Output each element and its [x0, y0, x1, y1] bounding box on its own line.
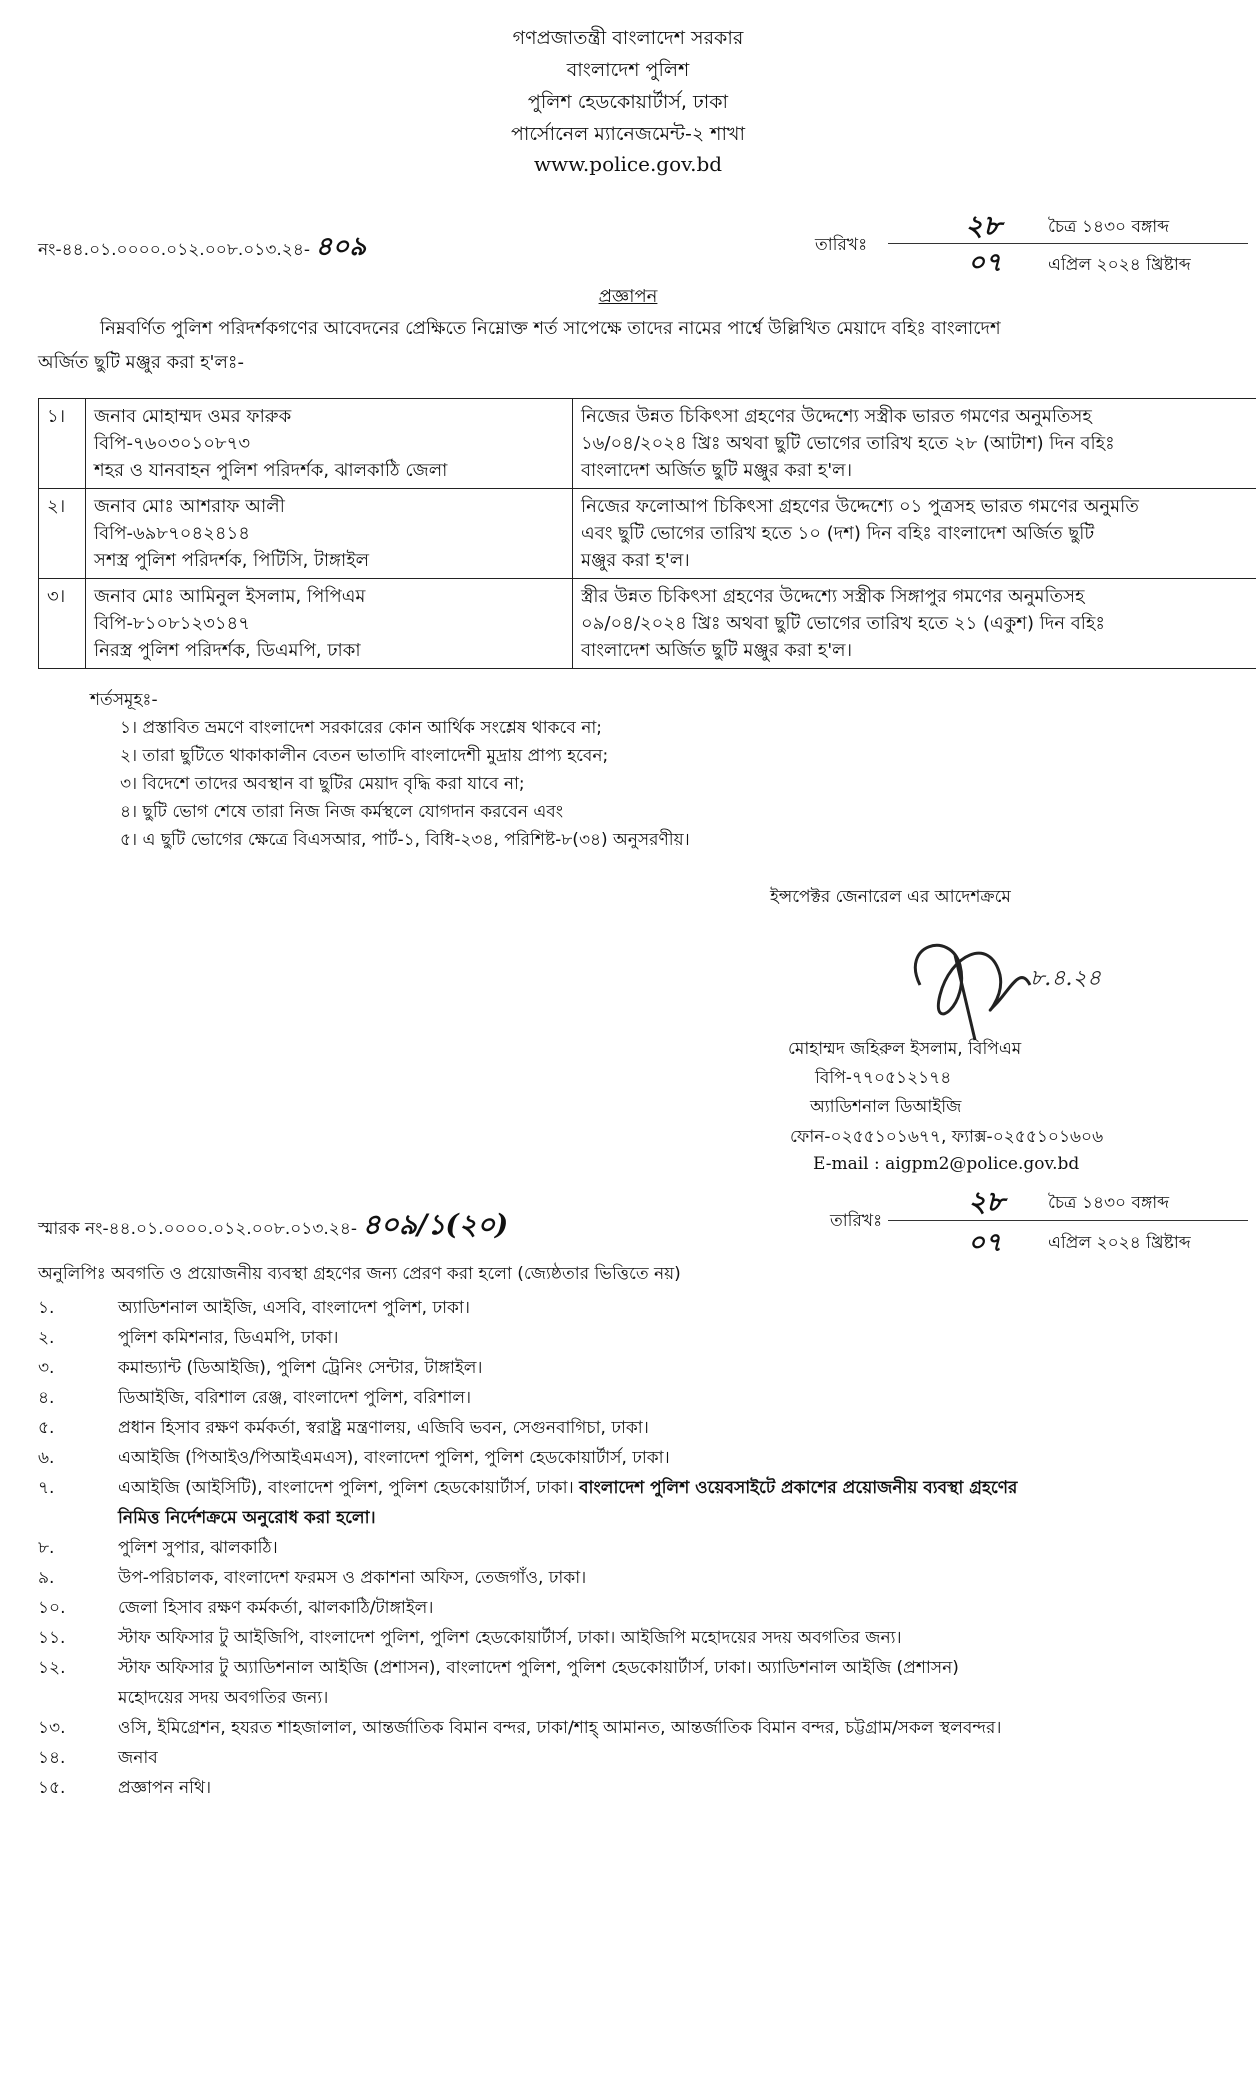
officer-name: জনাব মোঃ আমিনুল ইসলাম, পিপিএম	[94, 586, 366, 607]
memo-number-handwritten: ৪০৯	[315, 232, 367, 262]
officer-cell	[86, 579, 573, 669]
officer-cell	[86, 489, 573, 579]
memo-number-prefix: নং-৪৪.০১.০০০০.০১২.০০৮.০১৩.২৪-	[38, 240, 311, 260]
date-label: তারিখঃ	[815, 235, 868, 255]
item-text: জেলা হিসাব রক্ষণ কর্মকর্তা, ঝালকাঠি/টাঙ্গাইল।	[118, 1598, 434, 1618]
signer-contact: ফোন-০২৫৫১০১৬৭৭, ফ্যাক্স-০২৫৫১০১৬০৬	[790, 1127, 1104, 1147]
item-text: জনাব	[118, 1748, 158, 1768]
officer-post: নিরস্ত্র পুলিশ পরিদর্শক, ডিএমপি, ঢাকা	[94, 640, 361, 661]
table-row	[39, 399, 1256, 489]
officer-bp: বিপি-৮১০৮১২৩১৪৭	[94, 613, 250, 634]
detail-line: এবং ছুটি ভোগের তারিখ হতে ১০ (দশ) দিন বহিঃ বাংলাদেশ অর্জিত ছুটি	[581, 523, 1095, 544]
item-number: ১৫.	[38, 1778, 66, 1798]
signer-designation: অ্যাডিশনাল ডিআইজি	[810, 1097, 962, 1117]
notification-title: প্রজ্ঞাপন	[598, 286, 658, 307]
officer-post: সশস্ত্র পুলিশ পরিদর্শক, পিটিসি, টাঙ্গাইল	[94, 550, 369, 571]
signer-name: মোহাম্মদ জহিরুল ইসলাম, বিপিএম	[788, 1039, 1022, 1059]
item-number: ৬.	[38, 1448, 55, 1468]
item-text: প্রজ্ঞাপন নথি।	[118, 1778, 212, 1798]
intro-line-1: নিম্নবর্ণিত পুলিশ পরিদর্শকগণের আবেদনের প্রেক্ষিতে নিম্নোক্ত শর্ত সাপেক্ষে তাদের নামের পার্শ্বে উল্লিখিত মেয়াদে বহিঃ বাংলাদেশ	[100, 318, 1001, 339]
govt-name: গণপ্রজাতন্ত্রী বাংলাদেশ সরকার	[512, 27, 744, 49]
memo2-number	[38, 1203, 508, 1250]
item-text-block	[118, 1653, 1248, 1713]
detail-line: ০৯/০৪/২০২৪ খ্রিঃ অথবা ছুটি ভোগের তারিখ হতে ২১ (একুশ) দিন বহিঃ	[581, 613, 1105, 634]
memo2-number-handwritten: ৪০৯/১(২০)	[362, 1208, 509, 1241]
table-row	[39, 579, 1256, 669]
item-number: ৪.	[38, 1388, 55, 1408]
date2-label: তারিখঃ	[830, 1211, 883, 1231]
item-number: ১.	[38, 1298, 55, 1318]
item-number: ১০.	[38, 1598, 66, 1618]
date2-bn-rest: চৈত্র ১৪৩০ বঙ্গাব্দ	[1048, 1193, 1170, 1213]
condition-item: ২। তারা ছুটিতে থাকাকালীন বেতন ভাতাদি বাংলাদেশী মুদ্রায় প্রাপ্য হবেন;	[120, 746, 609, 766]
item-text-continued: নিমিত্ত নির্দেশক্রমে অনুরোধ করা হলো।	[118, 1508, 376, 1528]
date2-en-rest: এপ্রিল ২০২৪ খ্রিষ্টাব্দ	[1048, 1233, 1191, 1253]
item-number: ৩.	[38, 1358, 55, 1378]
date-en-rest: এপ্রিল ২০২৪ খ্রিষ্টাব্দ	[1048, 255, 1191, 275]
officer-bp: বিপি-৬৯৮৭০৪২৪১৪	[94, 523, 250, 544]
detail-line: ১৬/০৪/২০২৪ খ্রিঃ অথবা ছুটি ভোগের তারিখ হতে ২৮ (আটাশ) দিন বহিঃ	[581, 433, 1115, 454]
list-item	[38, 1533, 1248, 1563]
list-item	[38, 1353, 1248, 1383]
list-item	[38, 1293, 1248, 1323]
date2-bn-day: ২৮	[968, 1185, 1005, 1218]
item-number: ৮.	[38, 1538, 55, 1558]
item-number: ১২.	[38, 1658, 66, 1678]
item-text: এআইজি (আইসিটি), বাংলাদেশ পুলিশ, পুলিশ হেডকোয়ার্টার্স, ঢাকা।	[118, 1478, 574, 1498]
list-item	[38, 1323, 1248, 1353]
conditions-heading: শর্তসমূহঃ-	[90, 690, 158, 710]
item-text-bold: বাংলাদেশ পুলিশ ওয়েবসাইটে প্রকাশের প্রয়োজনীয় ব্যবস্থা গ্রহণের	[579, 1478, 1018, 1498]
item-text: কমান্ড্যান্ট (ডিআইজি), পুলিশ ট্রেনিং সেন্টার, টাঙ্গাইল।	[118, 1358, 483, 1378]
list-item	[38, 1593, 1248, 1623]
date-en-day: ০৭	[968, 248, 1002, 278]
list-item	[38, 1443, 1248, 1473]
copy-heading-text: অনুলিপিঃ অবগতি ও প্রয়োজনীয় ব্যবস্থা গ্রহণের জন্য প্রেরণ করা হলো (জ্যেষ্ঠতার ভিত্তিতে নয়)	[38, 1264, 681, 1284]
item-text: অ্যাডিশনাল আইজি, এসবি, বাংলাদেশ পুলিশ, ঢাকা।	[118, 1298, 470, 1318]
detail-line: নিজের ফলোআপ চিকিৎসা গ্রহণের উদ্দেশ্যে ০১ পুত্রসহ ভারত গমণের অনুমতি	[581, 496, 1139, 517]
detail-line: বাংলাদেশ অর্জিত ছুটি মঞ্জুর করা হ'ল।	[581, 460, 853, 481]
list-item	[38, 1473, 1248, 1533]
copy-heading	[38, 1259, 1248, 1289]
leave-detail-cell	[573, 579, 1256, 669]
intro-line-2: অর্জিত ছুটি মঞ্জুর করা হ'লঃ-	[38, 352, 244, 373]
list-item	[38, 1773, 1248, 1803]
list-item	[38, 1743, 1248, 1773]
item-text: ওসি, ইমিগ্রেশন, হযরত শাহজালাল, আন্তর্জাতিক বিমান বন্দর, ঢাকা/শাহ্ আমানত, আন্তর্জাতিক বিমান বন্দর, চট্টগ্রাম/সকল স্থলবন্দর।	[118, 1718, 1002, 1738]
memo2-number-prefix: স্মারক নং-৪৪.০১.০০০০.০১২.০০৮.০১৩.২৪-	[38, 1219, 358, 1239]
leave-detail-cell	[573, 489, 1256, 579]
detail-line: মঞ্জুর করা হ'ল।	[581, 550, 690, 571]
row-number: ২।	[39, 489, 86, 579]
item-text: উপ-পরিচালক, বাংলাদেশ ফরমস ও প্রকাশনা অফিস, তেজগাঁও, ঢাকা।	[118, 1568, 587, 1588]
officer-bp: বিপি-৭৬০৩০১০৮৭৩	[94, 433, 251, 454]
item-text: পুলিশ সুপার, ঝালকাঠি।	[118, 1538, 278, 1558]
officer-cell	[86, 399, 573, 489]
list-item	[38, 1413, 1248, 1443]
item-number: ৯.	[38, 1568, 55, 1588]
list-item	[38, 1383, 1248, 1413]
item-text: স্টাফ অফিসার টু অ্যাডিশনাল আইজি (প্রশাসন), বাংলাদেশ পুলিশ, পুলিশ হেডকোয়ার্টার্স, ঢাকা। অ্যাডিশনাল আইজি (প্রশাসন)	[118, 1658, 959, 1678]
leave-table	[38, 398, 1256, 669]
item-number: ৫.	[38, 1418, 55, 1438]
office-name: পুলিশ হেডকোয়ার্টার্স, ঢাকা	[527, 91, 729, 113]
item-text-continued: মহোদয়ের সদয় অবগতির জন্য।	[118, 1688, 329, 1708]
condition-item: ৪। ছুটি ভোগ শেষে তারা নিজ নিজ কর্মস্থলে যোগদান করবেন এবং	[120, 802, 564, 822]
order-line: ইন্সপেক্টর জেনারেল এর আদেশক্রমে	[770, 887, 1011, 907]
condition-item: ৫। এ ছুটি ভোগের ক্ষেত্রে বিএসআর, পার্ট-১, বিধি-২৩৪, পরিশিষ্ট-৮(৩৪) অনুসরণীয়।	[120, 830, 690, 850]
item-text: ডিআইজি, বরিশাল রেঞ্জ, বাংলাদেশ পুলিশ, বরিশাল।	[118, 1388, 472, 1408]
signer-bp: বিপি-৭৭০৫১২১৭৪	[815, 1068, 952, 1088]
branch-name: পার্সোনেল ম্যানেজমেন্ট-২ শাখা	[511, 123, 745, 145]
list-item	[38, 1563, 1248, 1593]
item-text: পুলিশ কমিশনার, ডিএমপি, ঢাকা।	[118, 1328, 339, 1348]
date-bn-rest: চৈত্র ১৪৩০ বঙ্গাব্দ	[1048, 217, 1170, 237]
item-number: ১৩.	[38, 1718, 66, 1738]
row-number: ৩।	[39, 579, 86, 669]
table-row	[39, 489, 1256, 579]
date2-divider	[888, 1220, 1248, 1221]
item-text: স্টাফ অফিসার টু আইজিপি, বাংলাদেশ পুলিশ, পুলিশ হেডকোয়ার্টার্স, ঢাকা। আইজিপি মহোদয়ের সদয় অবগতির জন্য।	[118, 1628, 902, 1648]
detail-line: স্ত্রীর উন্নত চিকিৎসা গ্রহণের উদ্দেশ্যে সস্ত্রীক সিঙ্গাপুর গমণের অনুমতিসহ	[581, 586, 1085, 607]
date-divider	[888, 243, 1248, 244]
detail-line: নিজের উন্নত চিকিৎসা গ্রহণের উদ্দেশ্যে সস্ত্রীক ভারত গমণের অনুমতিসহ	[581, 406, 1092, 427]
date2-en-day: ০৭	[968, 1228, 1002, 1258]
row-number: ১।	[39, 399, 86, 489]
condition-item: ১। প্রস্তাবিত ভ্রমণে বাংলাদেশ সরকারের কোন আর্থিক সংশ্লেষ থাকবে না;	[120, 718, 603, 738]
signer-email[interactable]: E-mail : aigpm2@police.gov.bd	[813, 1154, 1080, 1174]
officer-post: শহর ও যানবাহন পুলিশ পরিদর্শক, ঝালকাঠি জেলা	[94, 460, 448, 481]
list-item	[38, 1623, 1248, 1653]
memo-number	[38, 226, 366, 270]
officer-name: জনাব মোহাম্মদ ওমর ফারুক	[94, 406, 292, 427]
item-number: ২.	[38, 1328, 55, 1348]
leave-detail-cell	[573, 399, 1256, 489]
item-number: ১১.	[38, 1628, 66, 1648]
officer-name: জনাব মোঃ আশরাফ আলী	[94, 496, 285, 517]
list-item	[38, 1653, 1248, 1713]
item-text: এআইজি (পিআইও/পিআইএমএস), বাংলাদেশ পুলিশ, পুলিশ হেডকোয়ার্টার্স, ঢাকা।	[118, 1448, 670, 1468]
detail-line: বাংলাদেশ অর্জিত ছুটি মঞ্জুর করা হ'ল।	[581, 640, 853, 661]
item-text-block	[118, 1473, 1248, 1533]
copy-list	[38, 1259, 1248, 1803]
signature-scribble: ৮.৪.২৪	[1030, 966, 1102, 991]
date-bn-day: ২৮	[965, 209, 1002, 242]
conditions-block	[90, 686, 690, 854]
org-name: বাংলাদেশ পুলিশ	[566, 59, 690, 81]
item-number: ৭.	[38, 1478, 55, 1498]
website-link[interactable]: www.police.gov.bd	[533, 152, 723, 176]
list-item	[38, 1713, 1248, 1743]
condition-item: ৩। বিদেশে তাদের অবস্থান বা ছুটির মেয়াদ বৃদ্ধি করা যাবে না;	[120, 774, 525, 794]
item-text: প্রধান হিসাব রক্ষণ কর্মকর্তা, স্বরাষ্ট্র মন্ত্রণালয়, এজিবি ভবন, সেগুনবাগিচা, ঢাকা।	[118, 1418, 649, 1438]
item-number: ১৪.	[38, 1748, 66, 1768]
